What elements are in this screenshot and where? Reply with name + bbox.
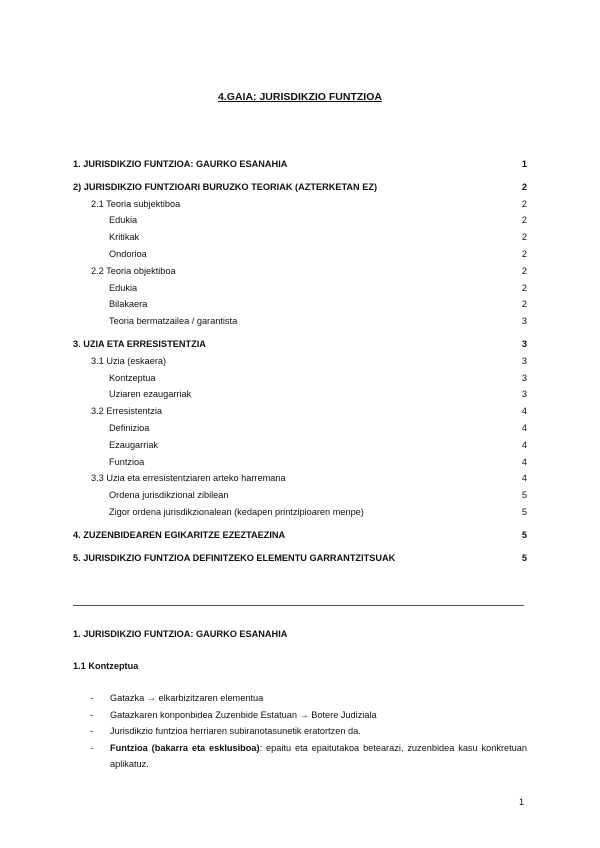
bullet-list	[90, 690, 527, 773]
toc-entry-text: Zigor ordena jurisdikzionalean (kedapen printzipioaren menpe)	[109, 506, 364, 517]
toc-entry-text: Definizioa	[109, 422, 150, 433]
toc-entry-text: 2) JURISDIKZIO FUNTZIOARI BURUZKO TEORIAK (AZTERKETAN EZ)	[73, 181, 378, 192]
toc-entry-page: 2	[521, 265, 527, 276]
toc-entry[interactable]	[73, 336, 527, 353]
subsection-heading: 1.1 Kontzeptua	[73, 661, 139, 671]
toc-entry[interactable]	[73, 246, 527, 263]
toc-entry-page: 3	[521, 316, 527, 327]
toc-entry-text: Kritikak	[109, 232, 140, 243]
bullet-dash: -	[90, 726, 94, 736]
toc-entry[interactable]	[73, 454, 527, 471]
toc-entry-text: Ezaugarriak	[109, 439, 159, 450]
toc-entry-page: 5	[521, 529, 527, 540]
bullet-bold-text: Funtzioa (bakarra eta esklusiboa)	[110, 742, 260, 753]
bullet-text: Gatazka → elkarbizitzaren elementua	[110, 693, 264, 703]
bullet-dash: -	[90, 742, 94, 753]
bullet-dash: -	[90, 709, 94, 720]
page-number: 1	[519, 797, 525, 807]
document-title: 4.GAIA: JURISDIKZIO FUNTZIOA	[218, 91, 382, 103]
toc-entry[interactable]	[73, 420, 527, 437]
toc-entry[interactable]	[73, 280, 527, 297]
toc-entry-page: 3	[521, 389, 527, 400]
toc-entry[interactable]	[73, 504, 527, 521]
toc-entry[interactable]	[73, 156, 527, 173]
toc-entry[interactable]	[73, 179, 527, 196]
toc-entry-page: 2	[521, 181, 527, 192]
toc-entry[interactable]	[73, 370, 527, 387]
toc-entry-page: 4	[521, 473, 527, 484]
toc-entry-text: 4. ZUZENBIDEAREN EGIKARITZE EZEZTAEZINA	[73, 529, 286, 540]
toc-entry-page: 3	[521, 372, 527, 383]
table-of-contents	[73, 156, 527, 566]
toc-entry[interactable]	[73, 386, 527, 403]
toc-entry[interactable]	[73, 263, 527, 280]
toc-entry[interactable]	[73, 487, 527, 504]
list-item	[90, 723, 527, 740]
toc-entry-page: 4	[521, 422, 527, 433]
toc-entry-text: 2.1 Teoria subjektiboa	[91, 198, 181, 209]
bullet-dash: -	[90, 693, 94, 703]
toc-entry[interactable]	[73, 550, 527, 567]
bullet-text: Gatazkaren konponbidea Zuzenbide Estatuan → Botere Judiziala	[110, 709, 377, 720]
toc-entry-text: 3.3 Uzia eta erresistentziaren arteko harremana	[91, 473, 286, 484]
toc-entry[interactable]	[73, 212, 527, 229]
toc-entry-page: 1	[521, 159, 527, 169]
toc-entry-text: 2.2 Teoria objektiboa	[91, 265, 176, 276]
toc-entry[interactable]	[73, 353, 527, 370]
toc-entry-page: 3	[521, 355, 527, 366]
toc-entry-page: 2	[521, 198, 527, 209]
toc-entry-page: 5	[521, 506, 527, 517]
section-heading: 1. JURISDIKZIO FUNTZIOA: GAURKO ESANAHIA	[73, 629, 288, 639]
toc-entry-page: 2	[521, 282, 527, 293]
toc-entry-text: Funtzioa	[109, 456, 145, 467]
toc-entry-page: 4	[521, 456, 527, 467]
divider	[73, 605, 524, 606]
bullet-text: Jurisdikzio funtzioa herriaren subiranotasunetik eratortzen da.	[110, 726, 361, 736]
toc-entry-text: Edukia	[109, 282, 138, 293]
toc-entry-page: 3	[521, 338, 527, 349]
toc-entry[interactable]	[73, 229, 527, 246]
list-item	[90, 707, 527, 724]
toc-entry[interactable]	[73, 527, 527, 544]
bullet-text: : epaitu eta epaitutakoa betearazi, zuzenbidea kasu konkretuan aplikatuz.	[110, 742, 527, 769]
toc-entry-page: 2	[521, 248, 527, 259]
toc-entry[interactable]	[73, 313, 527, 330]
toc-entry-page: 2	[521, 232, 527, 243]
toc-entry-text: Kontzeptua	[109, 372, 156, 383]
toc-entry-page: 2	[521, 299, 527, 310]
toc-entry-text: Ordena jurisdikzional zibilean	[109, 490, 229, 501]
toc-entry-text: Uziaren ezaugarriak	[109, 389, 192, 400]
toc-entry-text: Edukia	[109, 215, 138, 226]
toc-entry-page: 5	[521, 490, 527, 501]
toc-entry-page: 2	[521, 215, 527, 226]
toc-entry-text: 5. JURISDIKZIO FUNTZIOA DEFINITZEKO ELEMENTU GARRANTZITSUAK	[73, 552, 396, 563]
toc-entry-page: 4	[521, 439, 527, 450]
toc-entry[interactable]	[73, 403, 527, 420]
toc-entry-text: 1. JURISDIKZIO FUNTZIOA: GAURKO ESANAHIA	[73, 159, 288, 169]
toc-entry[interactable]	[73, 437, 527, 454]
toc-entry-text: 3.1 Uzia (eskaera)	[91, 355, 167, 366]
toc-entry-page: 4	[521, 406, 527, 417]
toc-entry[interactable]	[73, 296, 527, 313]
toc-entry[interactable]	[73, 470, 527, 487]
toc-entry-text: 3. UZIA ETA ERRESISTENTZIA	[73, 338, 206, 349]
toc-entry-text: Ondorioa	[109, 248, 147, 259]
toc-entry-text: Teoria bermatzailea / garantista	[109, 316, 238, 327]
list-item	[90, 740, 527, 773]
toc-entry-page: 5	[521, 552, 527, 563]
toc-entry[interactable]	[73, 196, 527, 213]
toc-entry-text: Bilakaera	[109, 299, 148, 310]
toc-entry-text: 3.2 Erresistentzia	[91, 406, 162, 417]
list-item	[90, 690, 527, 707]
